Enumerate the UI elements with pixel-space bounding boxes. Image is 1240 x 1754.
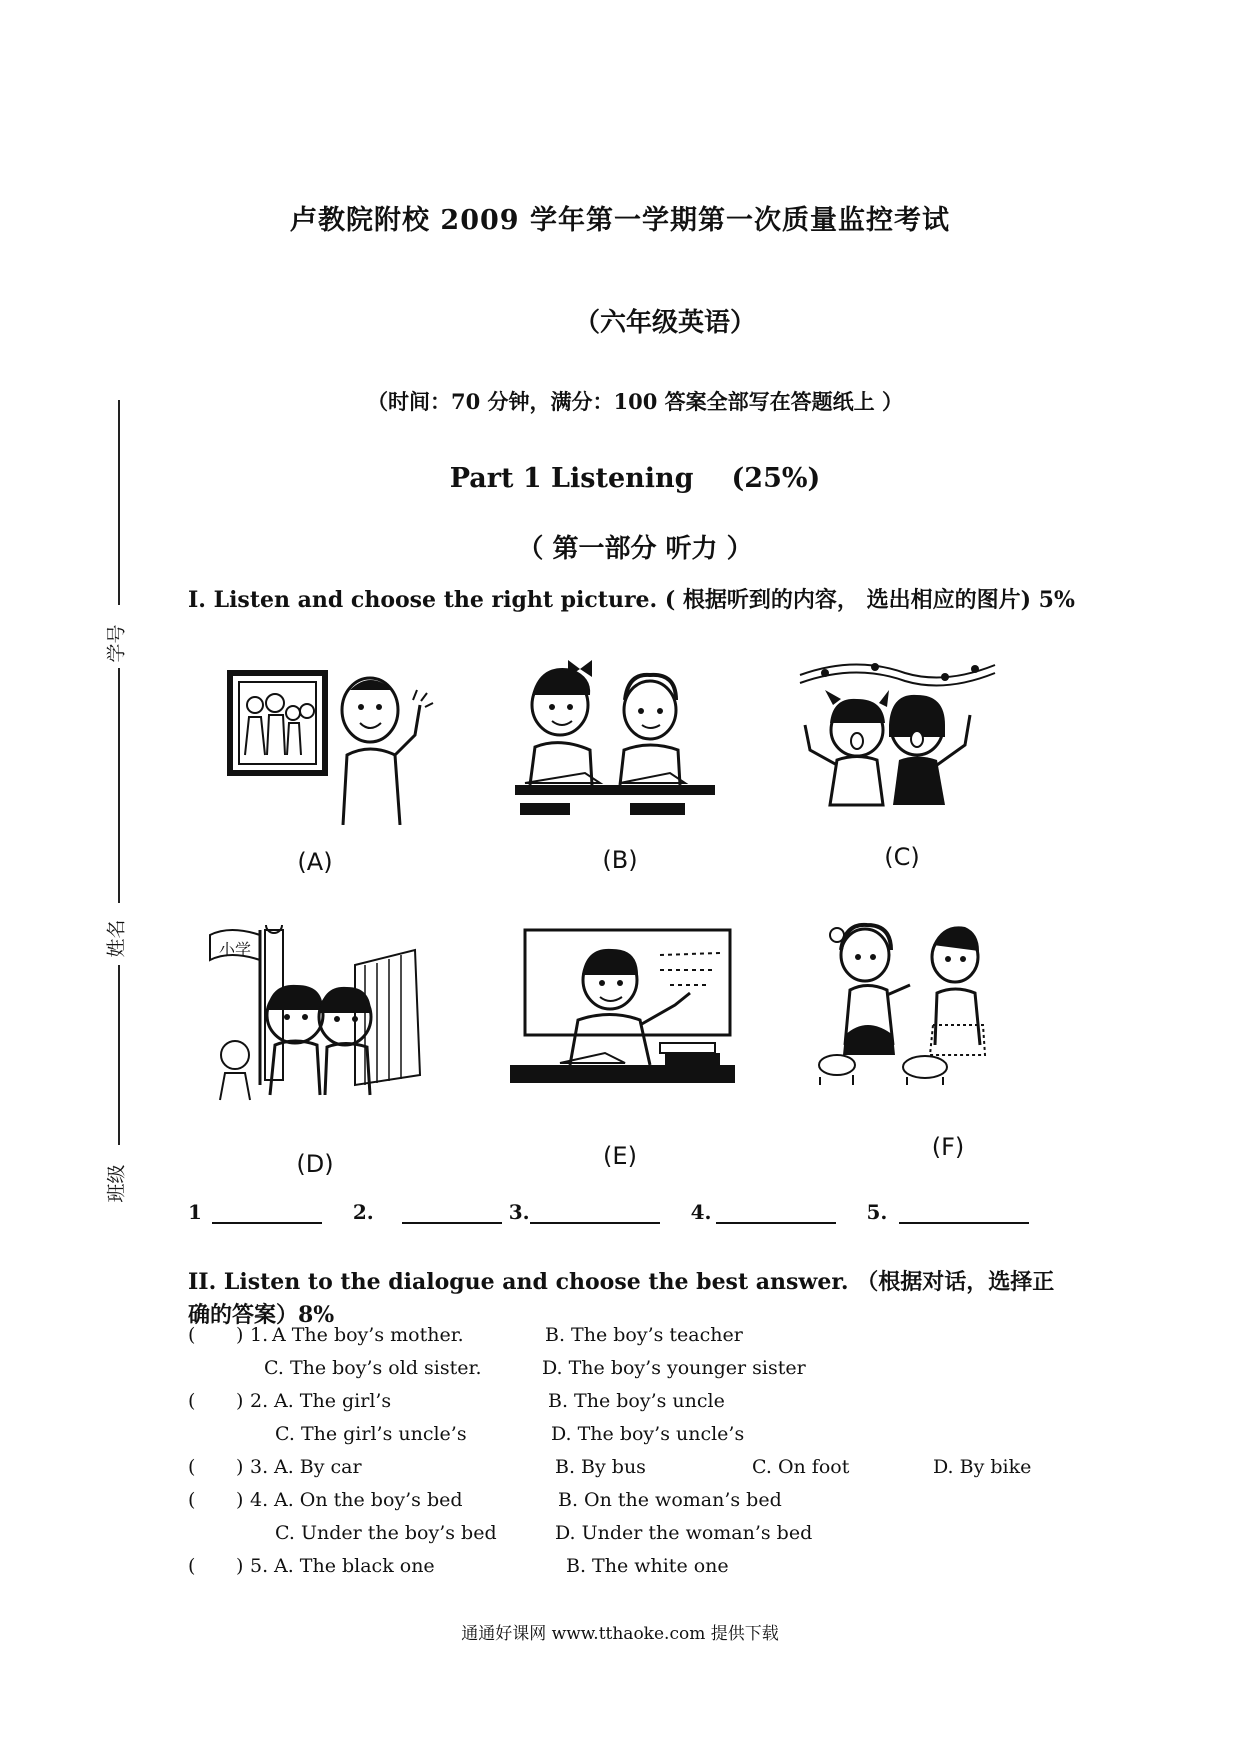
two-children-writing-icon: [510, 655, 720, 825]
blank-4: [691, 1200, 836, 1224]
question-3-option-c[interactable]: C. On foot: [752, 1456, 850, 1478]
teacher-at-blackboard-icon: [510, 925, 735, 1095]
exam-subtitle: （六年级英语）: [573, 308, 756, 338]
class-label: 班级: [105, 1164, 128, 1203]
picture-b-label: (B): [602, 846, 638, 874]
blank-number: 1: [188, 1200, 202, 1224]
blank-number: 3.: [508, 1200, 530, 1224]
question-1-close: ): [236, 1324, 244, 1346]
question-4-option-b[interactable]: B. On the woman’s bed: [558, 1489, 782, 1511]
blank-number: 5.: [866, 1200, 888, 1224]
question-1-option-d[interactable]: D. The boy’s younger sister: [542, 1357, 806, 1379]
picture-a-label: (A): [297, 848, 333, 876]
answer-line[interactable]: [530, 1202, 660, 1224]
blank-3: [509, 1200, 660, 1224]
question-5-close: ): [236, 1555, 244, 1577]
exam-title: 卢教院附校 2009 学年第一学期第一次质量监控考试: [290, 205, 950, 236]
picture-b: [510, 655, 720, 825]
answer-line[interactable]: [402, 1202, 502, 1224]
picture-a: [225, 655, 435, 825]
exam-meta: （时间：70 分钟，满分：100 答案全部写在答题纸上 ）: [367, 389, 903, 414]
question-2-open[interactable]: (: [188, 1390, 196, 1412]
part-percent: (25%): [731, 463, 821, 494]
blank-2: [353, 1200, 502, 1224]
answer-blanks: [188, 1200, 1053, 1224]
answer-line[interactable]: [212, 1202, 322, 1224]
question-1-number: 1.: [250, 1324, 269, 1346]
blank-1: [188, 1200, 322, 1224]
question-1: [188, 1324, 195, 1346]
question-2-option-b[interactable]: B. The boy’s uncle: [548, 1390, 725, 1412]
section-2-heading: II. Listen to the dialogue and choose the best answer. （根据对话，选择正确的答案）8%: [188, 1269, 1055, 1328]
school-sign-text: 小学: [219, 940, 252, 959]
question-3-option-b[interactable]: B. By bus: [555, 1456, 646, 1478]
question-1-option-c[interactable]: C. The boy’s old sister.: [264, 1357, 482, 1379]
part-title: [0, 463, 1240, 494]
picture-c-label: (C): [884, 843, 920, 871]
question-2-option-d[interactable]: D. The boy’s uncle’s: [551, 1423, 745, 1445]
family-photo-boy-waving-icon: [225, 655, 435, 825]
binding-line: [118, 668, 120, 903]
question-4-option-c[interactable]: C. Under the boy’s bed: [275, 1522, 497, 1544]
picture-e-label: (E): [603, 1142, 637, 1170]
question-4-option-d[interactable]: D. Under the woman’s bed: [555, 1522, 813, 1544]
part-title-cn: （ 第一部分 听力 ）: [517, 534, 753, 564]
question-5-option-b[interactable]: B. The white one: [566, 1555, 729, 1577]
answer-bracket-open[interactable]: (: [188, 1324, 196, 1346]
blank-5: [866, 1200, 1029, 1224]
question-4-open[interactable]: (: [188, 1489, 196, 1511]
answer-line[interactable]: [716, 1202, 836, 1224]
binding-line: [118, 965, 120, 1145]
question-3-option-a[interactable]: A. By car: [274, 1456, 362, 1478]
part-title-text: Part 1 Listening: [449, 463, 694, 494]
question-3-option-d[interactable]: D. By bike: [933, 1456, 1032, 1478]
question-4-option-a[interactable]: A. On the boy’s bed: [274, 1489, 463, 1511]
picture-c: [795, 655, 1005, 825]
question-5-option-a[interactable]: A. The black one: [274, 1555, 435, 1577]
picture-f: [815, 915, 1025, 1085]
question-2-number: 2.: [250, 1390, 269, 1412]
two-girls-with-pets-icon: [815, 915, 1025, 1085]
two-girls-singing-icon: [795, 655, 1005, 825]
picture-d-label: (D): [296, 1150, 334, 1178]
question-2-close: ): [236, 1390, 244, 1412]
picture-e: [510, 925, 720, 1095]
section-1-heading: I. Listen and choose the right picture. ( 根据听到的内容， 选出相应的图片) 5%: [188, 587, 1075, 613]
question-3-number: 3.: [250, 1456, 269, 1478]
name-label: 姓名: [105, 919, 128, 958]
question-1-option-b[interactable]: B. The boy’s teacher: [545, 1324, 743, 1346]
answer-line[interactable]: [899, 1202, 1029, 1224]
question-4-number: 4.: [250, 1489, 269, 1511]
picture-d: [205, 925, 415, 1095]
student-no-label: 学号: [105, 624, 128, 663]
footer-credit: 通通好课网 www.tthaoke.com 提供下载: [461, 1624, 779, 1644]
two-boys-at-school-gate-icon: [205, 925, 430, 1105]
question-1-option-a[interactable]: A The boy’s mother.: [272, 1324, 464, 1346]
binding-line: [118, 400, 120, 605]
question-5-open[interactable]: (: [188, 1555, 196, 1577]
question-2-option-c[interactable]: C. The girl’s uncle’s: [275, 1423, 467, 1445]
picture-f-label: (F): [931, 1133, 965, 1161]
blank-number: 2.: [352, 1200, 374, 1224]
question-5-number: 5.: [250, 1555, 269, 1577]
question-4-close: ): [236, 1489, 244, 1511]
question-3-open[interactable]: (: [188, 1456, 196, 1478]
blank-number: 4.: [690, 1200, 712, 1224]
question-3-close: ): [236, 1456, 244, 1478]
question-2-option-a[interactable]: A. The girl’s: [274, 1390, 392, 1412]
